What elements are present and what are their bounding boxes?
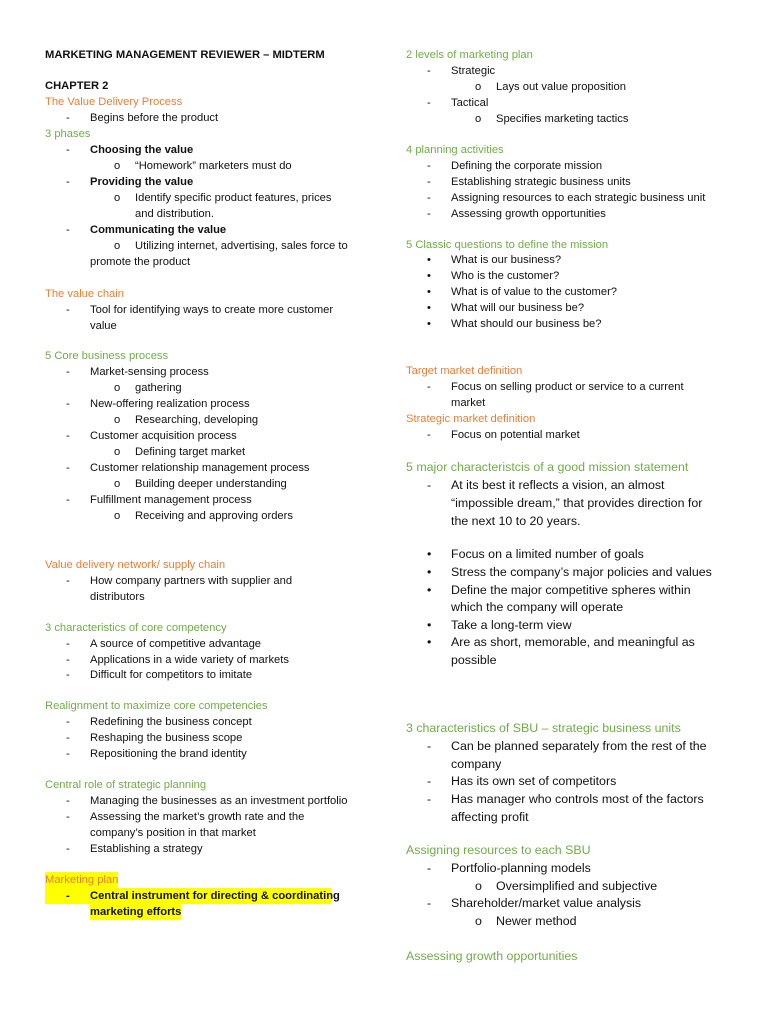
list-item: Stress the company’s major policies and values [451,565,712,579]
strategic-market-heading: Strategic market definition [406,413,536,425]
list-item: marketing efforts [90,906,182,918]
dash-bullet: - [66,575,70,587]
dash-bullet: - [66,748,70,760]
dash-bullet: - [66,462,70,474]
dash-bullet: - [66,366,70,378]
dash-bullet: - [427,792,432,806]
list-item: Defining the corporate mission [451,160,603,172]
dot-bullet: • [427,318,431,330]
dot-bullet: • [427,635,432,649]
dot-bullet: • [427,302,431,314]
dot-bullet: • [427,270,431,282]
core-competency-heading: 3 characteristics of core competency [45,622,227,634]
dot-bullet: • [427,618,432,632]
dash-bullet: - [66,669,70,681]
list-item: the next 10 to 20 years. [451,514,581,528]
dash-bullet: - [66,224,70,236]
circle-bullet: o [475,113,482,125]
marketing-plan-heading: Marketing plan [45,874,119,886]
dash-bullet: - [427,478,432,492]
dash-bullet: - [427,381,431,393]
dash-bullet: - [427,176,431,188]
dash-bullet: - [427,896,432,910]
list-item: Tool for identifying ways to create more customer [90,304,334,316]
dash-bullet: - [66,654,70,666]
circle-bullet: o [114,414,121,426]
circle-bullet: o [114,510,121,522]
list-item: What is of value to the customer? [451,286,618,298]
list-item: Redefining the business concept [90,716,252,728]
circle-bullet: o [114,192,121,204]
dash-bullet: - [66,732,70,744]
list-item: Are as short, memorable, and meaningful as [451,635,695,649]
list-item: How company partners with supplier and [90,575,293,587]
dot-bullet: • [427,565,432,579]
list-item: Shareholder/market value analysis [451,896,642,910]
list-item: What will our business be? [451,302,585,314]
list-item: Customer acquisition process [90,430,237,442]
chapter-heading: CHAPTER 2 [45,80,109,92]
sub-item: Oversimplified and subjective [496,879,658,893]
list-item: Reshaping the business scope [90,732,243,744]
dash-bullet: - [427,97,431,109]
list-item: At its best it reflects a vision, an almost [451,478,665,492]
dot-bullet: • [427,547,432,561]
list-item: Choosing the value [90,144,194,156]
list-item: Applications in a wide variety of markets [90,654,289,666]
circle-bullet: o [114,382,121,394]
dot-bullet: • [427,286,431,298]
list-item: A source of competitive advantage [90,638,262,650]
list-item: Difficult for competitors to imitate [90,669,253,681]
list-item: Market-sensing process [90,366,209,378]
list-item: Portfolio-planning models [451,861,591,875]
realignment-heading: Realignment to maximize core competencies [45,700,268,712]
dash-bullet: - [66,811,70,823]
list-item: Establishing strategic business units [451,176,631,188]
assigning-heading: Assigning resources to each SBU [406,843,591,857]
document-title: MARKETING MANAGEMENT REVIEWER – MIDTERM [45,49,325,61]
circle-bullet: o [475,914,482,928]
list-item: Providing the value [90,176,194,188]
sub-item: Utilizing internet, advertising, sales force to [135,240,348,252]
sub-item: Researching, developing [135,414,259,426]
dash-bullet: - [427,429,431,441]
core-process-heading: 5 Core business process [45,350,169,362]
list-item: What is our business? [451,254,562,266]
list-item: Tactical [451,97,489,109]
value-chain-heading: The value chain [45,288,124,300]
list-item: Fulfillment management process [90,494,252,506]
list-item: affecting profit [451,810,529,824]
sub-item: “Homework” marketers must do [135,160,292,172]
value-network-heading: Value delivery network/ supply chain [45,559,226,571]
list-item: Customer relationship management process [90,462,310,474]
dash-bullet: - [66,890,70,902]
list-item: Managing the businesses as an investment portfolio [90,795,348,807]
sub-item: promote the product [90,256,191,268]
target-market-heading: Target market definition [406,365,523,377]
questions-heading: 5 Classic questions to define the mission [406,239,609,251]
list-item: “impossible dream,” that provides direction for [451,496,703,510]
list-item: value [90,320,117,332]
list-item: Assessing the market’s growth rate and the [90,811,305,823]
central-role-heading: Central role of strategic planning [45,779,207,791]
dash-bullet: - [427,192,431,204]
list-item: Can be planned separately from the rest of the [451,739,707,753]
list-item: Assessing growth opportunities [451,208,606,220]
list-item: market [451,397,486,409]
list-item: Begins before the product [90,112,219,124]
list-item: Establishing a strategy [90,843,203,855]
sub-item: Newer method [496,914,577,928]
list-item: distributors [90,591,145,603]
list-item: Focus on selling product or service to a current [451,381,684,393]
circle-bullet: o [114,160,121,172]
list-item: Repositioning the brand identity [90,748,247,760]
phases-heading: 3 phases [45,128,91,140]
dash-bullet: - [66,176,70,188]
list-item: Take a long-term view [451,618,572,632]
growth-heading: Assessing growth opportunities [406,949,578,963]
dash-bullet: - [66,430,70,442]
mission-statement-heading: 5 major characteristcis of a good mission statement [406,460,689,474]
levels-heading: 2 levels of marketing plan [406,49,533,61]
sub-item: Receiving and approving orders [135,510,293,522]
dash-bullet: - [66,494,70,506]
list-item: Has its own set of competitors [451,774,617,788]
sub-item: Identify specific product features, prices [135,192,332,204]
list-item: company [451,757,502,771]
circle-bullet: o [114,478,121,490]
sub-item: Lays out value proposition [496,81,626,93]
dash-bullet: - [66,795,70,807]
list-item: Define the major competitive spheres within [451,583,691,597]
value-delivery-heading: The Value Delivery Process [45,96,183,108]
list-item: Focus on potential market [451,429,580,441]
dash-bullet: - [427,160,431,172]
circle-bullet: o [475,81,482,93]
sub-item: and distribution. [135,208,214,220]
dash-bullet: - [66,638,70,650]
circle-bullet: o [475,879,482,893]
circle-bullet: o [114,446,121,458]
dash-bullet: - [427,774,432,788]
sbu-heading: 3 characteristics of SBU – strategic business units [406,721,681,735]
list-item: New-offering realization process [90,398,250,410]
circle-bullet: o [114,240,121,252]
dash-bullet: - [66,304,70,316]
list-item: Focus on a limited number of goals [451,547,644,561]
list-item: possible [451,653,497,667]
sub-item: Specifies marketing tactics [496,113,629,125]
list-item: company’s position in that market [90,827,256,839]
list-item: Strategic [451,65,496,77]
dash-bullet: - [427,208,431,220]
sub-item: gathering [135,382,182,394]
list-item: which the company will operate [451,600,624,614]
dot-bullet: • [427,254,431,266]
dash-bullet: - [66,716,70,728]
sub-item: Defining target market [135,446,246,458]
list-item: What should our business be? [451,318,602,330]
list-item: Who is the customer? [451,270,560,282]
list-item: Assigning resources to each strategic business unit [451,192,706,204]
dash-bullet: - [66,144,70,156]
dash-bullet: - [66,398,70,410]
dash-bullet: - [427,739,432,753]
dash-bullet: - [66,843,70,855]
dash-bullet: - [66,112,70,124]
sub-item: Building deeper understanding [135,478,287,490]
dash-bullet: - [427,65,431,77]
planning-heading: 4 planning activities [406,144,504,156]
list-item: Central instrument for directing & coordinating [90,890,340,902]
list-item: Has manager who controls most of the factors [451,792,704,806]
list-item: Communicating the value [90,224,227,236]
dash-bullet: - [427,861,432,875]
dot-bullet: • [427,583,432,597]
